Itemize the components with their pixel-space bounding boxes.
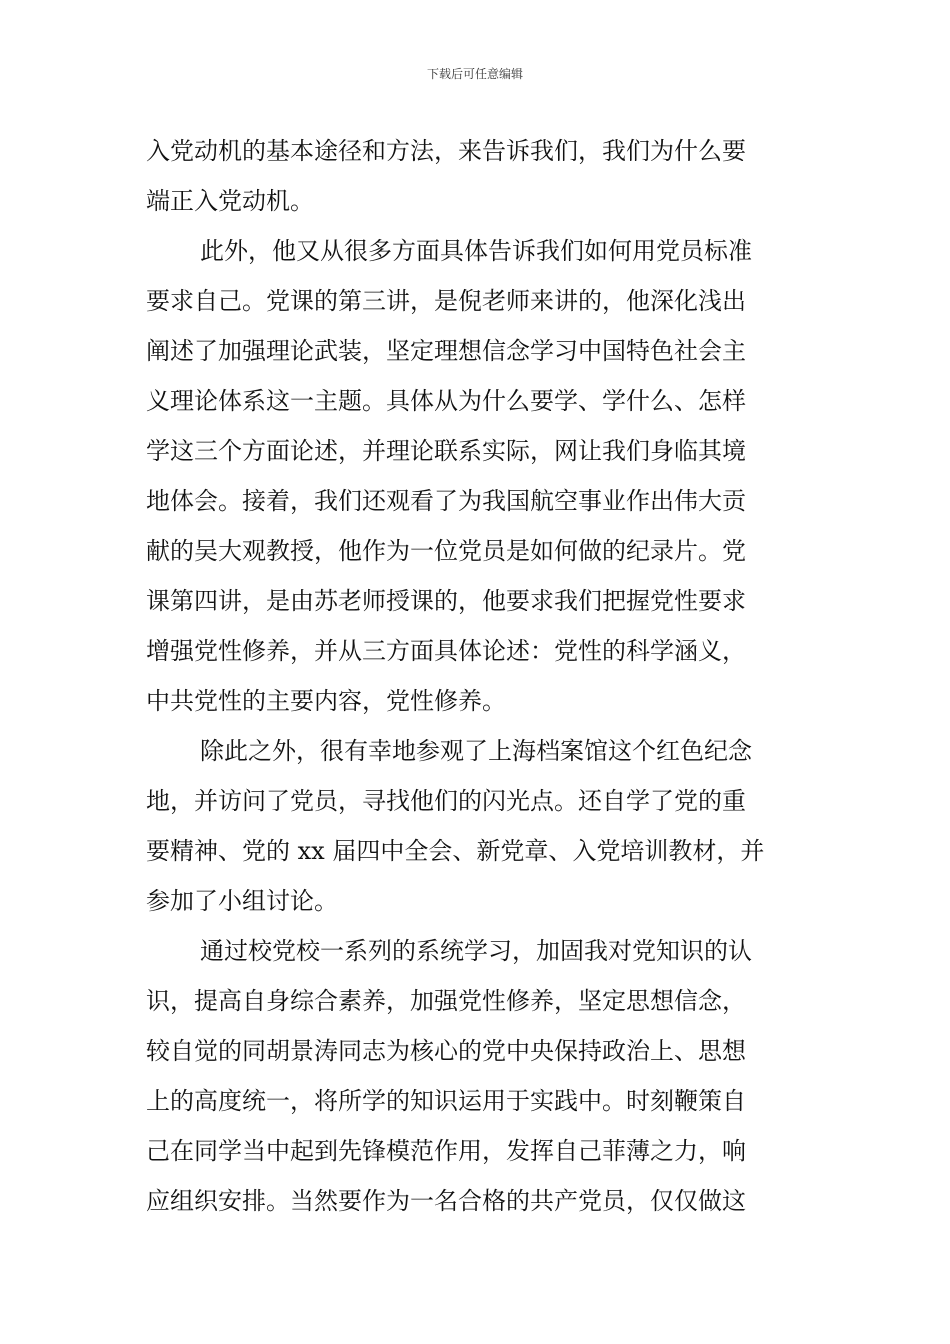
text-line: 入党动机的基本途径和方法，来告诉我们，我们为什么要 [146, 137, 746, 165]
text-line: 增强党性修养，并从三方面具体论述：党性的科学涵义， [146, 637, 746, 665]
text-line: 较自觉的同胡景涛同志为核心的党中央保持政治上、思想 [146, 1037, 746, 1065]
paragraph-first-line: 除此之外，很有幸地参观了上海档案馆这个红色纪念 [200, 737, 752, 765]
text-line: 要精神、党的 xx 届四中全会、新党章、入党培训教材，并 [146, 837, 765, 865]
paragraph-first-line: 通过校党校一系列的系统学习，加固我对党知识的认 [200, 937, 752, 965]
text-line: 端正入党动机。 [146, 187, 314, 215]
text-line: 地体会。接着，我们还观看了为我国航空事业作出伟大贡 [146, 487, 746, 515]
text-line: 献的吴大观教授，他作为一位党员是如何做的纪录片。党 [146, 537, 746, 565]
text-line: 中共党性的主要内容，党性修养。 [146, 687, 506, 715]
text-line: 上的高度统一，将所学的知识运用于实践中。时刻鞭策自 [146, 1087, 746, 1115]
text-line: 阐述了加强理论武装，坚定理想信念学习中国特色社会主 [146, 337, 746, 365]
text-line: 己在同学当中起到先锋模范作用，发挥自己菲薄之力，响 [146, 1137, 746, 1165]
paragraph-first-line: 此外，他又从很多方面具体告诉我们如何用党员标准 [200, 237, 752, 265]
text-line: 学这三个方面论述，并理论联系实际，网让我们身临其境 [146, 437, 746, 465]
body-text [146, 126, 806, 1226]
text-line: 应组织安排。当然要作为一名合格的共产党员，仅仅做这 [146, 1187, 746, 1215]
page-header: 下载后可任意编辑 [426, 67, 523, 81]
text-line: 要求自己。党课的第三讲，是倪老师来讲的，他深化浅出 [146, 287, 746, 315]
text-line: 课第四讲，是由苏老师授课的，他要求我们把握党性要求 [146, 587, 746, 615]
text-line: 参加了小组讨论。 [146, 887, 338, 915]
text-line: 识，提高自身综合素养，加强党性修养，坚定思想信念， [146, 987, 746, 1015]
text-line: 义理论体系这一主题。具体从为什么要学、学什么、怎样 [146, 387, 746, 415]
text-line: 地，并访问了党员，寻找他们的闪光点。还自学了党的重 [146, 787, 746, 815]
